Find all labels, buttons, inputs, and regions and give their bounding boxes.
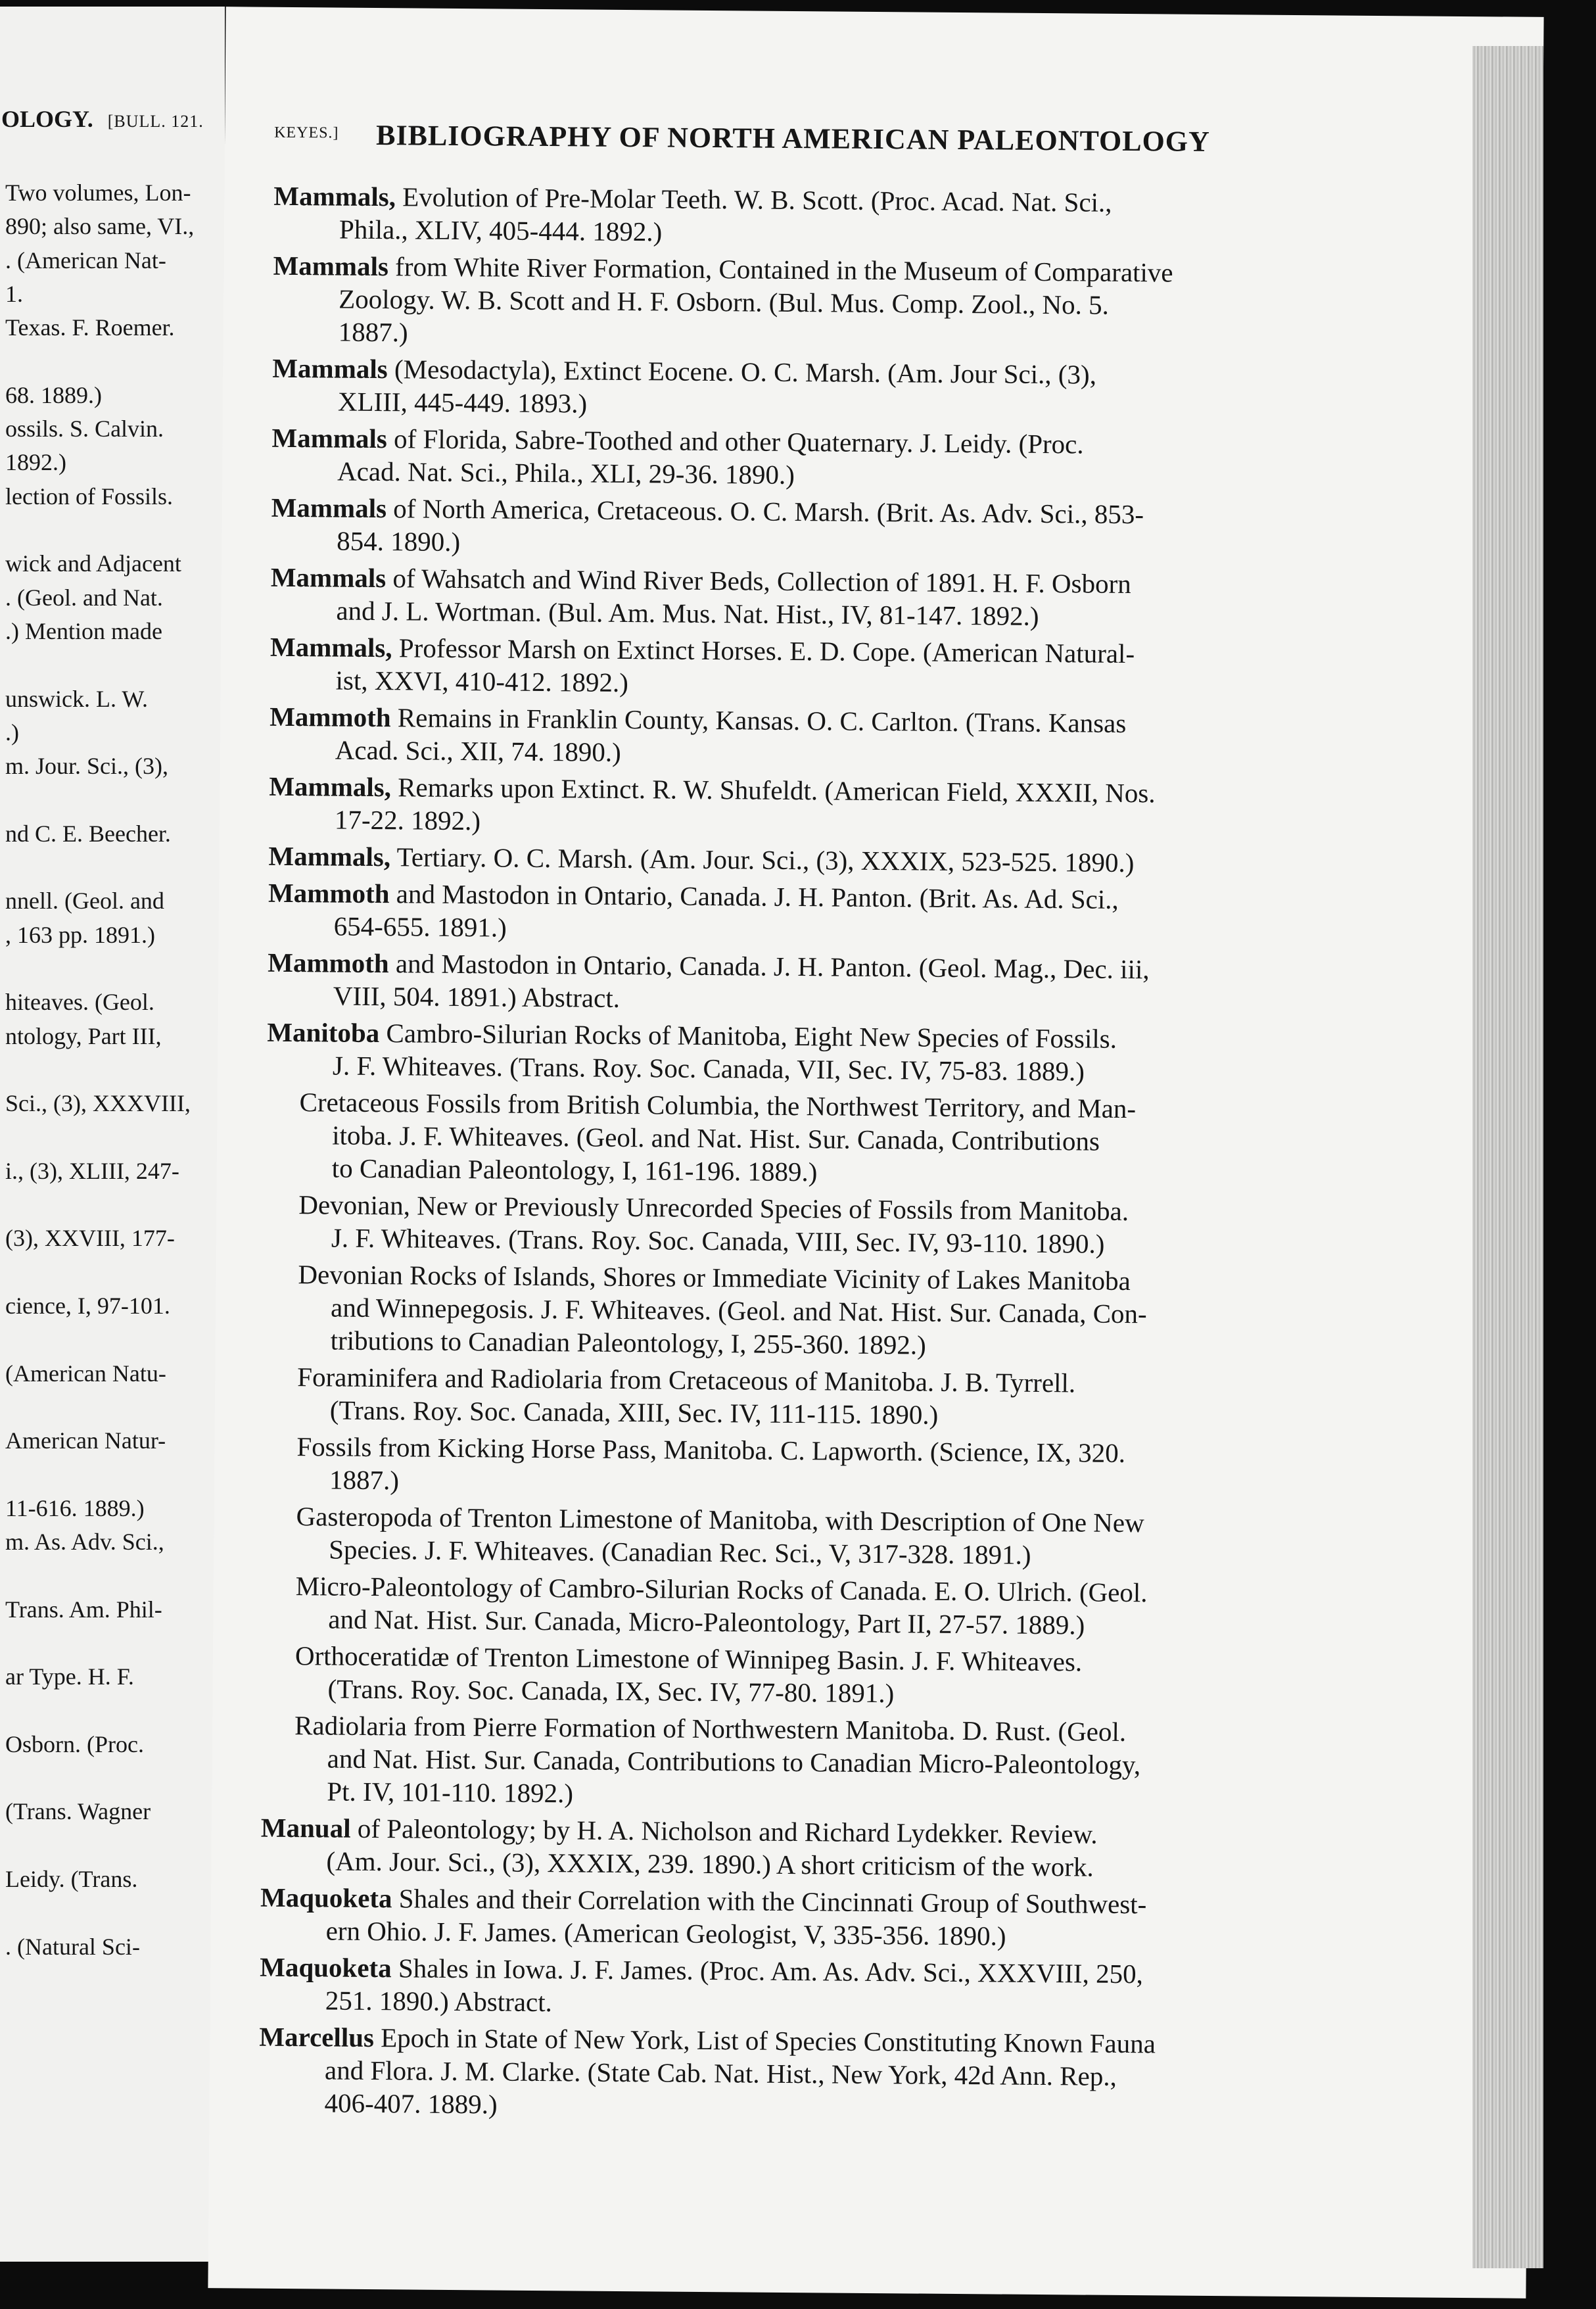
previous-page-line: ntology, Part III, bbox=[5, 1023, 162, 1049]
entry-text: tributions to Canadian Paleontology, I, 255-360. 1892.) bbox=[330, 1325, 926, 1360]
entry-text: Gasteropoda of Trenton Limestone of Manitoba, with Description of One New bbox=[296, 1501, 1144, 1538]
previous-page-line: Osborn. (Proc. bbox=[5, 1731, 144, 1757]
running-head bbox=[274, 112, 1562, 168]
bibliography-entry bbox=[260, 1951, 1536, 2026]
previous-page-line: hiteaves. (Geol. bbox=[5, 989, 154, 1015]
entry-text: 251. 1890.) Abstract. bbox=[325, 1985, 553, 2018]
entry-text: (Mesodactyla), Extinct Eocene. O. C. Marsh. (Am. Jour Sci., (3), bbox=[387, 354, 1097, 390]
previous-page-line: , 163 pp. 1891.) bbox=[5, 922, 155, 948]
previous-page-line: 11-616. 1889.) bbox=[5, 1495, 145, 1521]
entry-text: Zoology. W. B. Scott and H. F. Osborn. (Bul. Mus. Comp. Zool., No. 5. bbox=[338, 283, 1110, 320]
entry-text: Acad. Sci., XII, 74. 1890.) bbox=[335, 734, 621, 767]
previous-page-fragment bbox=[0, 7, 225, 2262]
page-title: BIBLIOGRAPHY OF NORTH AMERICAN PALEONTOLOGY bbox=[375, 118, 1210, 158]
entry-text: Devonian Rocks of Islands, Shores or Immediate Vicinity of Lakes Manitoba bbox=[298, 1259, 1131, 1297]
previous-page-line: . (American Nat- bbox=[5, 247, 166, 274]
bibliography-entry bbox=[260, 1881, 1536, 1957]
previous-page-line: Trans. Am. Phil- bbox=[5, 1596, 162, 1623]
entry-text: (Am. Jour. Sci., (3), XXXIX, 239. 1890.) A short criticism of the work. bbox=[326, 1845, 1094, 1882]
entry-text: ist, XXVI, 410-412. 1892.) bbox=[335, 665, 629, 698]
entry-keyword: Mammals bbox=[272, 352, 388, 385]
entry-text: Professor Marsh on Extinct Horses. E. D. Cope. (American Natural- bbox=[392, 632, 1135, 669]
previous-page-line: Leidy. (Trans. bbox=[5, 1866, 138, 1892]
previous-page-line: ossils. S. Calvin. bbox=[5, 416, 164, 442]
entry-text: and Nat. Hist. Sur. Canada, Micro-Paleontology, Part II, 27-57. 1889.) bbox=[328, 1604, 1085, 1640]
entry-keyword: Manual bbox=[260, 1812, 351, 1844]
bibliography-entry bbox=[270, 561, 1546, 636]
entry-text: and Nat. Hist. Sur. Canada, Contributions to Canadian Micro-Paleontology, bbox=[327, 1743, 1141, 1780]
previous-page-line: (American Natu- bbox=[5, 1360, 166, 1387]
entry-keyword: Manitoba bbox=[267, 1016, 380, 1049]
entry-text: Radiolaria from Pierre Formation of Northwestern Manitoba. D. Rust. (Geol. bbox=[294, 1710, 1127, 1748]
previous-page-line: Texas. F. Roemer. bbox=[5, 314, 175, 341]
previous-page-line: 1892.) bbox=[5, 449, 66, 475]
entry-line bbox=[268, 840, 1543, 882]
bibliography-entry bbox=[270, 631, 1545, 706]
entry-keyword: Mammals, bbox=[268, 840, 391, 872]
bibliography-entry bbox=[261, 1709, 1537, 1817]
entry-text: Phila., XLIV, 405-444. 1892.) bbox=[339, 214, 663, 247]
entry-text: Foraminifera and Radiolaria from Cretaceous of Manitoba. J. B. Tyrrell. bbox=[297, 1362, 1076, 1398]
entry-text: and Mastodon in Ontario, Canada. J. H. Panton. (Geol. Mag., Dec. iii, bbox=[388, 948, 1150, 985]
bibliography-entry bbox=[264, 1360, 1540, 1436]
bibliography-entry bbox=[262, 1569, 1538, 1645]
entry-text: of North America, Cretaceous. O. C. Marsh. (Brit. As. Adv. Sci., 853- bbox=[386, 493, 1144, 530]
previous-page-line: i., (3), XLIII, 247- bbox=[5, 1158, 179, 1184]
previous-page-line: wick and Adjacent bbox=[5, 550, 181, 577]
entry-text: Shales in Iowa. J. F. James. (Proc. Am. As. Adv. Sci., XXXVIII, 250, bbox=[391, 1953, 1143, 1989]
entry-text: J. F. Whiteaves. (Trans. Roy. Soc. Canada, VII, Sec. IV, 75-83. 1889.) bbox=[332, 1050, 1085, 1087]
bibliography-entry bbox=[273, 179, 1549, 255]
entry-keyword: Mammals, bbox=[270, 631, 392, 663]
entry-keyword: Mammals, bbox=[273, 180, 396, 212]
bibliography-entry bbox=[273, 249, 1549, 358]
entry-text: 406-407. 1889.) bbox=[324, 2087, 498, 2120]
entry-text: Remarks upon Extinct. R. W. Shufeldt. (American Field, XXXII, Nos. bbox=[390, 772, 1156, 809]
entry-text: (Trans. Roy. Soc. Canada, IX, Sec. IV, 77-80. 1891.) bbox=[327, 1673, 895, 1709]
entry-text: Shales and their Correlation with the Cincinnati Group of Southwest- bbox=[392, 1883, 1147, 1920]
bibliography-entry bbox=[270, 700, 1545, 776]
entry-text: Cambro-Silurian Rocks of Manitoba, Eight New Species of Fossils. bbox=[379, 1018, 1117, 1054]
entry-text: to Canadian Paleontology, I, 161-196. 1889.) bbox=[331, 1153, 818, 1187]
bibliography-entry bbox=[271, 421, 1547, 497]
entry-text: Devonian, New or Previously Unrecorded Species of Fossils from Manitoba. bbox=[298, 1189, 1129, 1227]
author-tag: KEYES.] bbox=[274, 124, 339, 142]
entry-text: and J. L. Wortman. (Bul. Am. Mus. Nat. Hist., IV, 81-147. 1892.) bbox=[336, 595, 1039, 631]
entry-text: itoba. J. F. Whiteaves. (Geol. and Nat. Hist. Sur. Canada, Contributions bbox=[332, 1120, 1100, 1156]
entry-keyword: Maquoketa bbox=[260, 1951, 392, 1984]
previous-page-line: (3), XXVIII, 177- bbox=[5, 1225, 175, 1251]
bibliography-entry bbox=[268, 876, 1543, 952]
bibliography-entry bbox=[272, 352, 1548, 427]
bibliography-entry bbox=[271, 491, 1547, 567]
previous-page-line: American Natur- bbox=[5, 1427, 166, 1454]
entry-text: and Mastodon in Ontario, Canada. J. H. Panton. (Brit. As. Ad. Sci., bbox=[389, 878, 1119, 915]
previous-page-header bbox=[1, 105, 204, 133]
entry-keyword: Mammoth bbox=[268, 947, 389, 979]
entry-text: Fossils from Kicking Horse Pass, Manitoba. C. Lapworth. (Science, IX, 320. bbox=[296, 1431, 1126, 1468]
page-stack-edge bbox=[1472, 46, 1543, 2268]
entry-text: Micro-Paleontology of Cambro-Silurian Rocks of Canada. E. O. Ulrich. (Geol. bbox=[295, 1571, 1148, 1608]
book-page bbox=[208, 7, 1543, 2298]
entry-keyword: Mammals bbox=[271, 422, 388, 454]
previous-page-line: cience, I, 97-101. bbox=[5, 1293, 170, 1319]
entry-text: of Paleontology; by H. A. Nicholson and Richard Lydekker. Review. bbox=[350, 1813, 1098, 1849]
previous-page-line: . (Geol. and Nat. bbox=[5, 584, 163, 611]
bibliography-entry bbox=[268, 840, 1543, 882]
entry-text: XLIII, 445-449. 1893.) bbox=[337, 386, 588, 419]
entry-text: Species. J. F. Whiteaves. (Canadian Rec. Sci., V, 317-328. 1891.) bbox=[329, 1534, 1031, 1570]
entry-text: 654-655. 1891.) bbox=[333, 911, 507, 943]
entry-text: Pt. IV, 101-110. 1892.) bbox=[327, 1776, 574, 1809]
bibliography-entry bbox=[264, 1430, 1539, 1506]
entry-text: 1887.) bbox=[329, 1464, 400, 1496]
entry-keyword: Mammals, bbox=[269, 771, 392, 803]
bibliography-entry bbox=[260, 1811, 1536, 1887]
previous-page-line: .) Mention made bbox=[5, 618, 162, 644]
entry-text: from White River Formation, Contained in the Museum of Comparative bbox=[388, 251, 1173, 288]
entry-text: J. F. Whiteaves. (Trans. Roy. Soc. Canada, VIII, Sec. IV, 93-110. 1890.) bbox=[331, 1222, 1105, 1259]
bibliography-entry bbox=[269, 770, 1545, 845]
bibliography-entry bbox=[266, 1188, 1541, 1264]
entry-keyword: Mammals bbox=[271, 492, 387, 524]
bibliography-entry bbox=[267, 1016, 1543, 1091]
previous-page-line: m. Jour. Sci., (3), bbox=[5, 753, 168, 779]
entry-text: and Flora. J. M. Clarke. (State Cab. Nat. Hist., New York, 42d Ann. Rep., bbox=[324, 2055, 1117, 2091]
entry-text: VIII, 504. 1891.) Abstract. bbox=[333, 980, 621, 1013]
previous-page-line: 890; also same, VI., bbox=[5, 213, 195, 239]
previous-page-line: (Trans. Wagner bbox=[5, 1798, 151, 1824]
bibliography-entry bbox=[268, 946, 1543, 1022]
bibliography-entries bbox=[258, 179, 1549, 2133]
entry-text: ern Ohio. J. F. James. (American Geologist, V, 335-356. 1890.) bbox=[325, 1915, 1006, 1951]
entry-keyword: Mammals bbox=[270, 561, 387, 594]
bibliography-entry bbox=[266, 1085, 1542, 1194]
entry-text: Orthoceratidæ of Trenton Limestone of Winnipeg Basin. J. F. Whiteaves. bbox=[294, 1640, 1083, 1677]
entry-keyword: Mammoth bbox=[270, 701, 391, 733]
previous-page-line: unswick. L. W. bbox=[5, 686, 149, 712]
entry-keyword: Maquoketa bbox=[260, 1882, 392, 1914]
entry-text: of Wahsatch and Wind River Beds, Collection of 1891. H. F. Osborn bbox=[386, 563, 1131, 600]
previous-page-line: 68. 1889.) bbox=[5, 382, 102, 408]
entry-text: Acad. Nat. Sci., Phila., XLI, 29-36. 1890.) bbox=[337, 456, 795, 490]
previous-page-bulletin-tag: [BULL. 121. bbox=[107, 112, 204, 131]
entry-text: Evolution of Pre-Molar Teeth. W. B. Scott. (Proc. Acad. Nat. Sci., bbox=[395, 181, 1112, 218]
previous-page-line: lection of Fossils. bbox=[5, 483, 174, 510]
entry-text: and Winnepegosis. J. F. Whiteaves. (Geol. and Nat. Hist. Sur. Canada, Con- bbox=[330, 1292, 1147, 1329]
bibliography-entry bbox=[263, 1500, 1539, 1575]
entry-text: Tertiary. O. C. Marsh. (Am. Jour. Sci., (3), XXXIX, 523-525. 1890.) bbox=[390, 842, 1135, 878]
entry-text: 854. 1890.) bbox=[337, 525, 461, 558]
previous-page-title: OLOGY. bbox=[1, 106, 93, 132]
entry-text: of Florida, Sabre-Toothed and other Quaternary. J. Leidy. (Proc. bbox=[387, 423, 1084, 460]
previous-page-line: 1. bbox=[5, 281, 23, 307]
previous-page-line: . (Natural Sci- bbox=[5, 1934, 140, 1960]
entry-text: Remains in Franklin County, Kansas. O. C. Carlton. (Trans. Kansas bbox=[390, 702, 1127, 738]
previous-page-line: m. As. Adv. Sci., bbox=[5, 1529, 164, 1555]
entry-keyword: Mammoth bbox=[268, 877, 390, 909]
entry-text: 17-22. 1892.) bbox=[334, 804, 481, 836]
previous-page-line: ar Type. H. F. bbox=[5, 1663, 134, 1690]
entry-text: Epoch in State of New York, List of Species Constituting Known Fauna bbox=[373, 2022, 1156, 2059]
entry-keyword: Mammals bbox=[273, 250, 389, 282]
previous-page-line: Two volumes, Lon- bbox=[5, 179, 191, 206]
entry-text: 1887.) bbox=[338, 316, 408, 348]
previous-page-line: Sci., (3), XXXVIII, bbox=[5, 1090, 191, 1116]
previous-page-line: nd C. E. Beecher. bbox=[5, 821, 171, 847]
previous-page-line: .) bbox=[5, 719, 19, 746]
entry-text: (Trans. Roy. Soc. Canada, XIII, Sec. IV, 111-115. 1890.) bbox=[329, 1394, 939, 1430]
bibliography-entry bbox=[258, 2020, 1534, 2129]
entry-keyword: Marcellus bbox=[259, 2021, 375, 2053]
bibliography-entry bbox=[265, 1258, 1541, 1366]
bibliography-entry bbox=[262, 1639, 1537, 1715]
entry-text: Cretaceous Fossils from British Columbia, the Northwest Territory, and Man- bbox=[299, 1087, 1137, 1124]
previous-page-line: nnell. (Geol. and bbox=[5, 888, 164, 914]
